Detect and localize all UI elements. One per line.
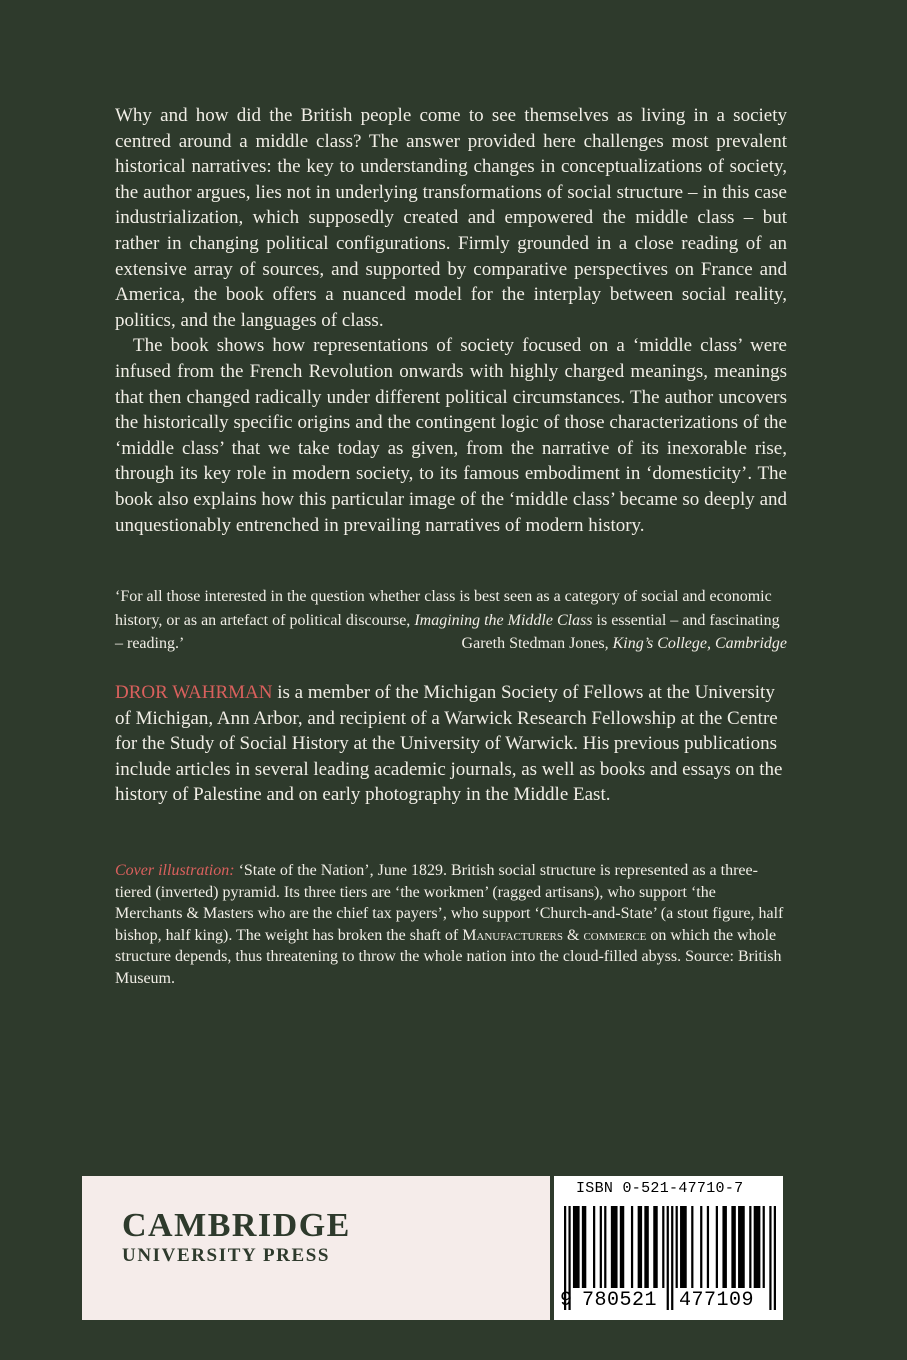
barcode-bar	[611, 1206, 618, 1288]
barcode-bar	[604, 1206, 606, 1288]
cover-note-text-after: on which the whole structure depends, thus threatening to throw the whole nation into the cloud-filled abyss. Source: British Museum.	[115, 926, 782, 987]
cover-illustration-note	[115, 860, 787, 989]
quote-attribution	[462, 632, 787, 656]
cover-note-label: Cover illustration:	[115, 862, 235, 879]
barcode-bar	[680, 1206, 687, 1288]
author-bio-text: is a member of the Michigan Society of Fellows at the University of Michigan, Ann Arbor, and recipient of a Warwick Research Fellowship at the Centre for the Study of Social History at the University of Warwick. His previous publications include articles in several leading academic journals, as well as books and essays on the history of Palestine and on early photography in the Middle East.	[115, 682, 783, 805]
barcode-bar	[573, 1206, 580, 1288]
ean-group-2: 477109	[679, 1289, 755, 1312]
barcode-bar	[707, 1206, 709, 1288]
barcode-bar	[731, 1206, 735, 1288]
quote-text-before: ‘For all those interested in the question whether class is best seen as a category of social and economic history, or as an artefact of political discourse,	[115, 588, 772, 629]
blurb-paragraph-1: Why and how did the British people come to see themselves as living in a society centred around a middle class? The answer provided here challenges most prevalent historical narratives: the key to understanding changes in conceptualizations of society, the author argues, lies not in underlying transformations of social structure – in this case industrialization, which supposedly created and empowered the middle class – but rather in changing political configurations. Firmly grounded in a close reading of an extensive array of sources, and supported by comparative perspectives on France and America, the book offers a nuanced model for the interplay between social reality, politics, and the languages of class.	[115, 105, 787, 331]
publisher-name: CAMBRIDGE	[122, 1207, 351, 1244]
ean-lead-digit: 9	[560, 1289, 573, 1312]
endorsement-quote	[115, 585, 787, 656]
barcode-panel	[554, 1176, 783, 1320]
barcode-bar	[653, 1206, 657, 1288]
quote-text-after: is essential – and fascinating – reading.’	[115, 611, 780, 652]
barcode-bar	[754, 1206, 761, 1288]
cover-note-smallcaps: Manufacturers & commerce	[462, 926, 647, 944]
barcode-bar	[749, 1206, 751, 1288]
barcode-bar	[593, 1206, 595, 1288]
barcode-bar	[700, 1206, 702, 1288]
barcode-bar	[722, 1206, 726, 1288]
barcode-bar	[662, 1206, 664, 1288]
barcode-bar	[600, 1206, 602, 1288]
barcode-bar	[738, 1206, 745, 1288]
publisher-subname: UNIVERSITY PRESS	[122, 1245, 331, 1266]
barcode-bar	[691, 1206, 693, 1288]
quote-book-title: Imagining the Middle Class	[414, 611, 593, 629]
barcode-bar	[763, 1206, 765, 1288]
barcode-bar	[582, 1206, 586, 1288]
author-bio	[115, 680, 787, 808]
ean-digits	[554, 1288, 783, 1316]
barcode-bar	[631, 1206, 633, 1288]
publisher-logo	[122, 1208, 351, 1268]
blurb-paragraph-2: The book shows how representations of society focused on a ‘middle class’ were infused from the French Revolution onwards with highly charged meanings, meanings that then changed radically under different political circumstances. The author uncovers the historically specific origins and the contingent logic of those characterizations of the ‘middle class’ that we take today as given, from the narrative of its inexorable rise, through its key role in modern society, to its famous embodiment in ‘domesticity’. The book also explains how this particular image of the ‘middle class’ became so deeply and unquestionably entrenched in prevailing narratives of modern history.	[115, 335, 787, 536]
quote-attribution-name: Gareth Stedman Jones,	[461, 635, 613, 652]
quote-attribution-affiliation: King’s College, Cambridge	[612, 635, 787, 652]
barcode-bar	[644, 1206, 648, 1288]
publisher-panel	[82, 1176, 550, 1320]
barcode-bar	[676, 1206, 678, 1288]
isbn-number: ISBN 0-521-47710-7	[576, 1180, 744, 1197]
barcode-bar	[716, 1206, 718, 1288]
ean-group-1: 780521	[582, 1289, 658, 1312]
author-name: DROR WAHRMAN	[115, 682, 273, 703]
blurb	[115, 103, 787, 538]
barcode-bar	[620, 1206, 624, 1288]
barcode-bar	[638, 1206, 642, 1288]
cover-note-text-before: ‘State of the Nation’, June 1829. British social structure is represented as a three-tiered (inverted) pyramid. Its three tiers are ‘the workmen’ (ragged artisans), who support ‘the Merchants & Masters who are the chief tax payers’, who support ‘Church-and-State’ (a stout figure, half bishop, half king). The weight has broken the shaft of	[115, 862, 784, 944]
